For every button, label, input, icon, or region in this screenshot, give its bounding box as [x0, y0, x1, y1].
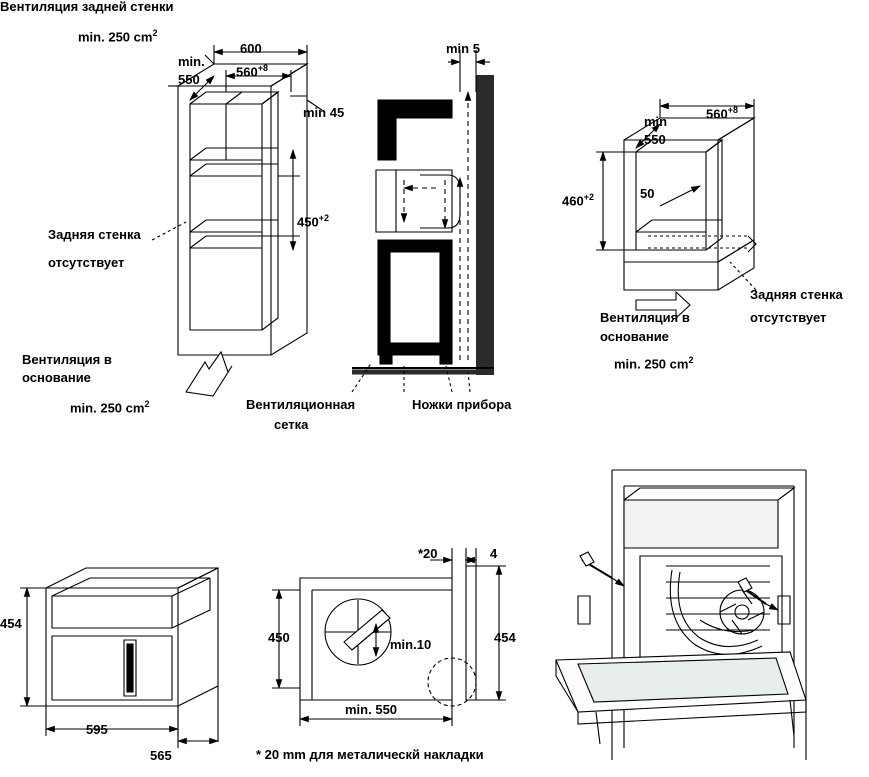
label-vent-base-1: Вентиляция в — [22, 352, 112, 367]
dim-star20: *20 — [418, 546, 438, 561]
dim-4: 4 — [490, 546, 498, 561]
footnote-metal-panel: * 20 mm для металическй накладки — [256, 747, 484, 762]
dim-min10: min.10 — [390, 637, 432, 652]
dim-600: 600 — [240, 41, 262, 56]
label-rear-wall-missing-1: Задняя стенка — [48, 227, 141, 242]
label-vent-base-2: основание — [22, 370, 91, 385]
dim-min5: min 5 — [446, 41, 480, 56]
label-rear-vent: Вентиляция задней стенки — [0, 0, 174, 14]
dim-450-plus2: $450^{+2}$ — [297, 213, 329, 230]
label-rear-wall-missing-2: отсутствует — [48, 255, 125, 270]
label-vent-base-3: Вентиляция в — [600, 310, 690, 325]
dim-454-left: 454 — [0, 616, 22, 631]
dim-560-plus8-b: $560^{+8}$ — [706, 105, 738, 122]
dim-595: 595 — [86, 722, 108, 737]
dim-560-plus8-a: $560^{+8}$ — [236, 63, 268, 80]
label-vent-grid-1: Вентиляционная — [246, 397, 356, 412]
label-min250-right: min. 250 $cm^2$ — [614, 355, 694, 372]
dim-550-b: 550 — [644, 132, 666, 147]
label-vent-grid-2: сетка — [274, 417, 309, 432]
label-appliance-feet: Ножки прибора — [412, 397, 512, 412]
dim-450-mid: 450 — [268, 630, 290, 645]
label-rear-wall-missing-3: Задняя стенка — [750, 287, 843, 302]
label-min250-top: min. 250 $cm^2$ — [78, 28, 158, 45]
dim-min-a: min. — [178, 54, 205, 69]
label-rear-wall-missing-4: отсутствует — [750, 310, 827, 325]
label-vent-base-4: основание — [600, 329, 669, 344]
dim-565: 565 — [150, 748, 172, 763]
dim-min-b: min — [644, 114, 668, 129]
dim-454-mid: 454 — [494, 630, 516, 645]
label-min250-base: min. 250 $cm^2$ — [70, 399, 150, 416]
dim-550-a: 550 — [178, 72, 200, 87]
dim-min45: min 45 — [303, 105, 345, 120]
dim-460-plus2: $460^{+2}$ — [562, 192, 594, 209]
dim-50: 50 — [640, 186, 655, 201]
dim-min550: min. 550 — [345, 702, 398, 717]
